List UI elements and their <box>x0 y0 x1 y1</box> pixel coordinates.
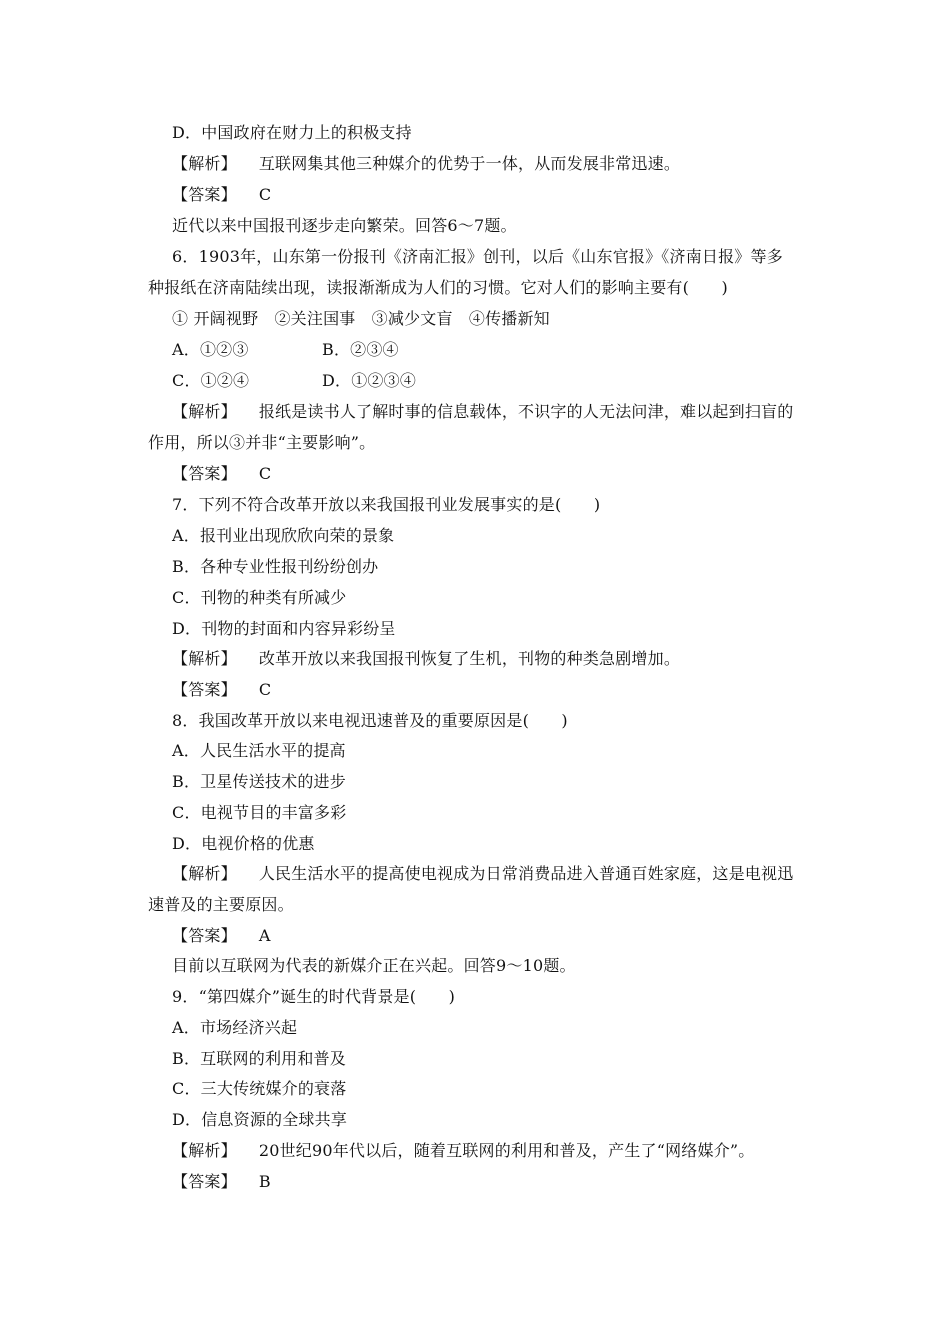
option-b-q8: B．卫星传送技术的进步 <box>172 772 346 791</box>
option-d-q6: D．①②③④ <box>322 371 417 390</box>
analysis-label: 【解析】 <box>172 154 237 173</box>
answer-label: 【答案】 <box>172 185 237 204</box>
analysis-q6-line1 <box>172 402 822 422</box>
question-6-line1: 6．1903年，山东第一份报刊《济南汇报》创刊，以后《山东官报》《济南日报》等多 <box>172 247 783 266</box>
option-c-q7: C．刊物的种类有所减少 <box>172 588 347 607</box>
option-d-q9: D．信息资源的全球共享 <box>172 1110 348 1129</box>
option-b-q7: B．各种专业性报刊纷纷创办 <box>172 557 379 576</box>
option-b-q9: B．互联网的利用和普及 <box>172 1049 346 1068</box>
analysis-text: 互联网集其他三种媒介的优势于一体，从而发展非常迅速。 <box>258 154 681 173</box>
answer-label: 【答案】 <box>172 926 237 945</box>
analysis-label: 【解析】 <box>172 402 237 421</box>
intro-q9-10: 目前以互联网为代表的新媒介正在兴起。回答9～10题。 <box>172 956 576 975</box>
analysis-q8-line2: 速普及的主要原因。 <box>148 895 294 914</box>
option-a-q6: A．①②③ <box>172 340 249 359</box>
question-6-options-ab <box>172 340 822 360</box>
answer-label: 【答案】 <box>172 1172 237 1191</box>
option-a-q7: A．报刊业出现欣欣向荣的景象 <box>172 526 395 545</box>
analysis-text: 20世纪90年代以后，随着互联网的利用和普及，产生了“网络媒介”。 <box>258 1141 755 1160</box>
analysis-q5 <box>172 154 822 174</box>
option-a-q9: A．市场经济兴起 <box>172 1018 298 1037</box>
option-c-q9: C．三大传统媒介的衰落 <box>172 1079 347 1098</box>
analysis-q8-line1 <box>172 864 822 884</box>
option-a-q8: A．人民生活水平的提高 <box>172 741 346 760</box>
answer-text: B <box>258 1172 271 1191</box>
question-7: 7．下列不符合改革开放以来我国报刊业发展事实的是( ) <box>172 495 601 514</box>
answer-q7 <box>172 680 822 700</box>
question-6-items: ① 开阔视野 ②关注国事 ③减少文盲 ④传播新知 <box>172 309 550 328</box>
answer-label: 【答案】 <box>172 680 237 699</box>
option-d-q7: D．刊物的封面和内容异彩纷呈 <box>172 619 396 638</box>
option-c-q8: C．电视节目的丰富多彩 <box>172 803 347 822</box>
answer-text: A <box>258 926 271 945</box>
answer-q8 <box>172 926 822 946</box>
analysis-q7 <box>172 649 822 669</box>
analysis-q6-line2: 作用，所以③并非“主要影响”。 <box>148 433 376 452</box>
question-9: 9．“第四媒介”诞生的时代背景是( ) <box>172 987 456 1006</box>
question-6-line2: 种报纸在济南陆续出现，读报渐渐成为人们的习惯。它对人们的影响主要有( ) <box>148 278 728 297</box>
answer-text: C <box>258 185 272 204</box>
answer-text: C <box>258 464 272 483</box>
option-c-q6: C．①②④ <box>172 371 250 390</box>
analysis-text: 改革开放以来我国报刊恢复了生机，刊物的种类急剧增加。 <box>258 649 681 668</box>
answer-q5 <box>172 185 822 205</box>
option-d-q8: D．电视价格的优惠 <box>172 834 315 853</box>
analysis-text: 报纸是读书人了解时事的信息载体，不识字的人无法问津，难以起到扫盲的 <box>258 402 794 421</box>
analysis-text: 人民生活水平的提高使电视成为日常消费品进入普通百姓家庭，这是电视迅 <box>258 864 794 883</box>
option-d-q5: D．中国政府在财力上的积极支持 <box>172 123 412 142</box>
intro-q6-7: 近代以来中国报刊逐步走向繁荣。回答6～7题。 <box>172 216 517 235</box>
option-b-q6: B．②③④ <box>322 340 399 359</box>
analysis-q9 <box>172 1141 822 1161</box>
question-8: 8．我国改革开放以来电视迅速普及的重要原因是( ) <box>172 711 568 730</box>
answer-text: C <box>258 680 272 699</box>
answer-label: 【答案】 <box>172 464 237 483</box>
answer-q9 <box>172 1172 822 1192</box>
analysis-label: 【解析】 <box>172 1141 237 1160</box>
analysis-label: 【解析】 <box>172 649 237 668</box>
analysis-label: 【解析】 <box>172 864 237 883</box>
answer-q6 <box>172 464 822 484</box>
question-6-options-cd <box>172 371 822 391</box>
